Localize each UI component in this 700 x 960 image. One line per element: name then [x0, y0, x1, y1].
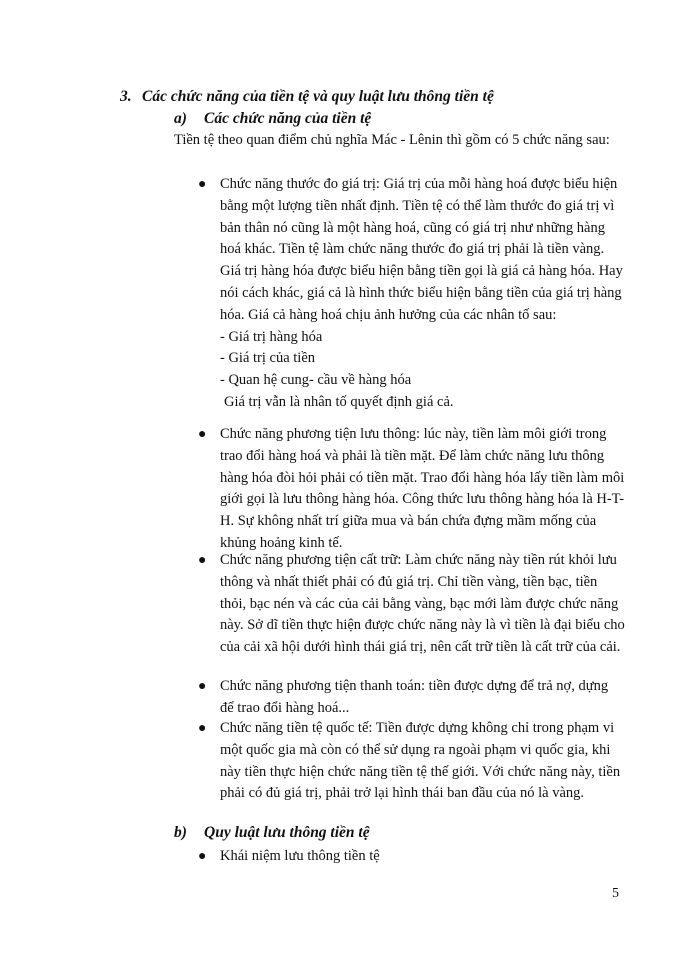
bullet-item [198, 676, 625, 720]
bullet-item [198, 174, 625, 414]
sub-item: - Quan hệ cung- cầu về hàng hóa [220, 372, 412, 389]
bullet-text: Chức năng tiền tệ quốc tế: Tiền được dựng không chỉ trong phạm vi một quốc gia mà còn có thể sử dụng ra ngoài phạm vi quốc gia, khi này tiền thực hiện chức năng tiền tệ thế giới. Với chức năng này, tiền phải có đủ giá trị, phải trở lại hình thái ban đầu của nó là vàng. [220, 720, 621, 802]
bullet-note: Giá trị vẫn là nhân tố quyết định giá cả. [224, 393, 454, 410]
bullet-item [198, 718, 625, 805]
subsection-a-title: Các chức năng của tiền tệ [204, 110, 372, 127]
subsection-b-title: Quy luật lưu thông tiền tệ [204, 824, 370, 841]
sub-item: - Giá trị của tiền [220, 350, 316, 367]
bullet-item [198, 550, 625, 659]
subsection-a-heading [174, 110, 371, 128]
page-number: 5 [612, 886, 619, 901]
bullet-text: Chức năng phương tiện cất trữ: Làm chức năng này tiền rút khỏi lưu thông và nhất thiết phải có đủ giá trị. Chỉ tiền vàng, tiền bạc, tiền thỏi, bạc nén và các của cải bằng vàng, bạc mới làm được chức năng này. Sở dĩ tiền thực hiện được chức năng này là vì tiền là đại biểu cho của cải xã hội dưới hình thái giá trị, nên cất trữ tiền là cất trữ của cải. [220, 552, 625, 656]
bullet-dot-icon: ● [198, 553, 207, 568]
sub-item: - Giá trị hàng hóa [220, 328, 323, 345]
subsection-a-label: a) [174, 110, 187, 127]
bullet-dot-icon: ● [198, 721, 207, 736]
bullet-text: Chức năng thước đo giá trị: Giá trị của mỗi hàng hoá được biểu hiện bằng một lượng tiền nhất định. Tiền tệ có thể làm thước đo giá trị vì bản thân nó cũng là một hàng hoá, cũng có giá trị như những hàng hoá khác. Tiền tệ làm chức năng thước đo giá trị phải là tiền vàng. Giá trị hàng hóa được biểu hiện bằng tiền gọi là giá cả hàng hóa. Hay nói cách khác, giá cả là hình thức biểu hiện bằng tiền của giá trị hàng hóa. Giá cả hàng hoá chịu ảnh hưởng của các nhân tố sau: [220, 176, 623, 323]
bullet-item [198, 846, 625, 868]
bullet-item [198, 424, 625, 555]
intro-paragraph: Tiền tệ theo quan điểm chủ nghĩa Mác - Lênin thì gồm có 5 chức năng sau: [174, 132, 610, 148]
bullet-dot-icon: ● [198, 849, 207, 864]
bullet-text: Chức năng phương tiện thanh toán: tiền được dựng để trả nợ, dựng để trao đổi hàng hoá... [220, 678, 609, 716]
subsection-b-label: b) [174, 824, 187, 841]
section-title: Các chức năng của tiền tệ và quy luật lưu thông tiền tệ [142, 88, 494, 105]
bullet-dot-icon: ● [198, 427, 207, 442]
bullet-dot-icon: ● [198, 177, 207, 192]
section-number: 3. [120, 88, 132, 105]
bullet-dot-icon: ● [198, 679, 207, 694]
bullet-text: Khái niệm lưu thông tiền tệ [220, 848, 380, 864]
subsection-b-heading [174, 824, 370, 842]
bullet-text: Chức năng phương tiện lưu thông: lúc này, tiền làm môi giới trong trao đổi hàng hoá và phải là tiền mặt. Để làm chức năng lưu thông hàng hóa đòi hỏi phải có tiền mặt. Trao đổi hàng hóa lấy tiền làm môi giới gọi là lưu thông hàng hóa. Công thức lưu thông hàng hóa là H-T-H. Sự không nhất trí giữa mua và bán chứa đựng mầm mống của khủng hoảng kinh tế. [220, 426, 625, 551]
section-heading [120, 88, 494, 106]
